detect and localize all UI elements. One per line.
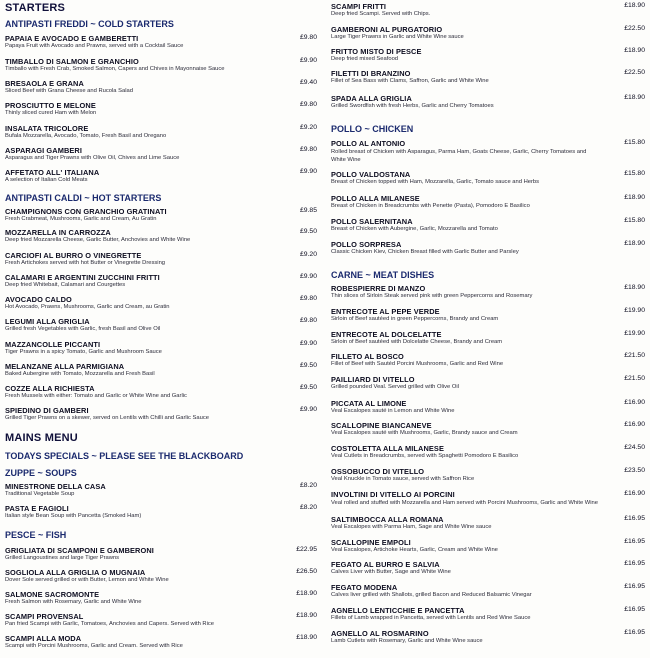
item-price: £19.90	[624, 330, 645, 337]
item-name: FILETTI DI BRANZINO	[331, 69, 411, 78]
item-price: £16.95	[624, 629, 645, 636]
item-price: £18.90	[624, 194, 645, 201]
item-description: Grilled pounded Veal. Served grilled with Olive Oil	[331, 384, 459, 390]
item-name: AGNELLO AL ROSMARINO	[331, 629, 429, 638]
item-name: SCAMPI PROVENSAL	[5, 612, 84, 621]
item-description: Veal rolled and stuffed with Mozzarella and Ham served with Porcini Mushrooms, Garlic and White Wine	[331, 500, 598, 506]
item-name: LEGUMI ALLA GRIGLIA	[5, 317, 90, 326]
item-description: Bufala Mozzarella, Avocado, Tomato, Fresh Basil and Oregano	[5, 133, 167, 139]
item-price: £22.95	[296, 546, 317, 553]
item-price: £9.50	[299, 362, 317, 369]
item-description: Fresh Artichokes served with hot Butter or Vinegrette Dressing	[5, 260, 166, 266]
item-name: GAMBERONI AL PURGATORIO	[331, 25, 443, 34]
item-price: £24.50	[624, 444, 645, 451]
item-price: £18.90	[624, 47, 645, 54]
item-description: Papaya Fruit with Avocado and Prawns, served with a Cocktail Sauce	[5, 43, 184, 49]
item-description: Grilled Tiger Prawns on a skewer, served on Lentils with Chilli and Garlic Sauce	[5, 415, 209, 421]
item-name: INSALATA TRICOLORE	[5, 124, 89, 133]
item-description: Veal Escalopes with Parma Ham, Sage and White Wine sauce	[331, 524, 492, 530]
item-description: Thin slices of Sirloin Steak served pink with green Peppercorns and Rosemary	[331, 293, 533, 299]
item-name: PASTA E FAGIOLI	[5, 504, 69, 513]
item-description: Italian style Bean Soup with Pancetta (Smoked Ham)	[5, 513, 142, 519]
section-title-meat: CARNE ~ MEAT DISHES	[331, 270, 435, 280]
item-name: SOGLIOLA ALLA GRIGLIA O MUGNAIA	[5, 568, 146, 577]
item-name: FILLETO AL BOSCO	[331, 352, 404, 361]
item-price: £18.90	[624, 2, 645, 9]
item-description: Sliced Beef with Grana Cheese and Rucola Salad	[5, 88, 133, 94]
item-price: £21.50	[624, 375, 645, 382]
item-price: £19.90	[624, 307, 645, 314]
item-description: Deep fried Scampi. Served with Chips.	[331, 11, 431, 17]
item-description: Veal Cutlets in Breadcrumbs, served with Spaghetti Pomodoro E Basilico	[331, 453, 519, 459]
item-price: £9.50	[299, 228, 317, 235]
item-name: AFFETATO ALL' ITALIANA	[5, 168, 100, 177]
item-price: £23.50	[624, 467, 645, 474]
item-description: Traditional Vegetable Soup	[5, 491, 75, 497]
item-price: £18.90	[296, 590, 317, 597]
item-name: ROBESPIERRE DI MANZO	[331, 284, 426, 293]
item-name: POLLO VALDOSTANA	[331, 170, 411, 179]
specials-notice: TODAYS SPECIALS ~ PLEASE SEE THE BLACKBOARD	[5, 451, 244, 461]
item-description: Lamb Cutlets with Rosemary, Garlic and White Wine sauce	[331, 638, 483, 644]
item-name: ENTRECOTE AL DOLCELATTE	[331, 330, 442, 339]
item-description: Pan fried Scampi with Garlic, Tomatoes, Anchovies and Capers. Served with Rice	[5, 621, 214, 627]
item-description: Veal Escalopes, Artichoke Hearts, Garlic, Cream and White Wine	[331, 547, 498, 553]
item-name: AVOCADO CALDO	[5, 295, 72, 304]
item-description: Veal Knuckle in Tomato sauce, served with Saffron Rice	[331, 476, 475, 482]
item-description: A selection of Italian Cold Meats	[5, 177, 88, 183]
item-name: PAILLIARD DI VITELLO	[331, 375, 415, 384]
item-name: MELANZANE ALLA PARMIGIANA	[5, 362, 125, 371]
item-name: SPADA ALLA GRIGLIA	[331, 94, 412, 103]
section-title-fish: PESCE ~ FISH	[5, 530, 67, 540]
item-price: £15.80	[624, 217, 645, 224]
item-price: £16.95	[624, 606, 645, 613]
item-price: £15.80	[624, 139, 645, 146]
item-price: £9.80	[299, 295, 317, 302]
item-price: £22.50	[624, 69, 645, 76]
item-description: Tiger Prawns in a spicy Tomato, Garlic and Mushroom Sauce	[5, 349, 162, 355]
item-description: Deep fried Whitebait, Calamari and Courgettes	[5, 282, 126, 288]
item-price: £9.90	[299, 57, 317, 64]
item-price: £9.90	[299, 273, 317, 280]
item-name: PAPAIA E AVOCADO E GAMBERETTI	[5, 34, 139, 43]
item-description: Baked Aubergine with Tomato, Mozzarella and Fresh Basil	[5, 371, 155, 377]
item-description: Breast of Chicken topped with Ham, Mozzarella, Garlic, Tomato sauce and Herbs	[331, 179, 540, 185]
item-name: AGNELLO LENTICCHIE E PANCETTA	[331, 606, 465, 615]
item-name: SCAMPI FRITTI	[331, 2, 387, 11]
item-price: £16.90	[624, 421, 645, 428]
item-description: Scampi with Porcini Mushrooms, Garlic and Cream. Served with Rice	[5, 643, 183, 649]
item-name: SCALLOPINE BIANCANEVE	[331, 421, 432, 430]
item-description: Hot Avocado, Prawns, Mushrooms, Garlic and Cream, au Gratin	[5, 304, 170, 310]
item-name: FEGATO AL BURRO E SALVIA	[331, 560, 440, 569]
item-price: £26.50	[296, 568, 317, 575]
item-name: BRESAOLA E GRANA	[5, 79, 84, 88]
item-description: Grilled Langoustines and large Tiger Prawns	[5, 555, 120, 561]
item-name: ASPARAGI GAMBERI	[5, 146, 83, 155]
item-description: Fresh Crabmeat, Mushrooms, Garlic and Cream, Au Gratin	[5, 216, 157, 222]
item-name: MINESTRONE DELLA CASA	[5, 482, 106, 491]
item-price: £9.90	[299, 340, 317, 347]
item-price: £9.40	[299, 79, 317, 86]
item-description: Veal Escalopes sauté in Lemon and White Wine	[331, 408, 455, 414]
item-name: INVOLTINI DI VITELLO AI PORCINI	[331, 490, 455, 499]
item-name: CARCIOFI AL BURRO O VINEGRETTE	[5, 251, 142, 260]
item-description: Classic Chicken Kiev, Chicken Breast filled with Garlic Butter and Parsley	[331, 249, 519, 255]
item-name: PICCATA AL LIMONE	[331, 399, 407, 408]
item-price: £9.20	[299, 124, 317, 131]
item-description: Deep fried Mozzarella Cheese, Garlic Butter, Anchovies and White Wine	[5, 237, 191, 243]
section-heading-mains: MAINS MENU	[5, 432, 78, 444]
item-name: PROSCIUTTO E MELONE	[5, 101, 96, 110]
item-description: Veal Escalopes sauté with Mushrooms, Garlic, Brandy sauce and Cream	[331, 430, 518, 436]
item-price: £9.80	[299, 317, 317, 324]
item-price: £9.85	[299, 207, 317, 214]
item-name: POLLO AL ANTONIO	[331, 139, 406, 148]
item-description: Grilled Swordfish with fresh Herbs, Garlic and Cherry Tomatoes	[331, 103, 494, 109]
section-title-chicken: POLLO ~ CHICKEN	[331, 124, 414, 134]
item-name: GRIGLIATA DI SCAMPONI E GAMBERONI	[5, 546, 154, 555]
section-title-cold-starters: ANTIPASTI FREDDI ~ COLD STARTERS	[5, 19, 174, 29]
item-price: £18.90	[624, 284, 645, 291]
item-description: Breast of Chicken in Breadcrumbs with Penette (Pasta), Pomodoro E Basilico	[331, 203, 530, 209]
item-price: £8.20	[299, 504, 317, 511]
item-name: SALMONE SACROMONTE	[5, 590, 100, 599]
item-name: POLLO SALERNITANA	[331, 217, 413, 226]
item-description: Breast of Chicken with Aubergine, Garlic, Mozzarella and Tomato	[331, 226, 498, 232]
item-description: Asparagus and Tiger Prawns with Olive Oil, Chives and Lime Sauce	[5, 155, 180, 161]
section-heading-starters: STARTERS	[5, 2, 66, 14]
item-name: SALTIMBOCCA ALLA ROMANA	[331, 515, 444, 524]
item-price: £16.95	[624, 560, 645, 567]
item-description: Fresh Salmon with Rosemary, Garlic and White Wine	[5, 599, 142, 605]
item-name: ENTRECOTE AL PEPE VERDE	[331, 307, 440, 316]
item-name: CHAMPIGNONS CON GRANCHIO GRATINATI	[5, 207, 167, 216]
item-description: Large Tiger Prawns in Garlic and White Wine sauce	[331, 34, 464, 40]
item-description: Calves liver grilled with Shallots, grilled Bacon and Reduced Balsamic Vinegar	[331, 592, 532, 598]
item-price: £22.50	[624, 25, 645, 32]
item-name: FEGATO MODENA	[331, 583, 398, 592]
item-description: Sirloin of Beef sautéed in green Peppercorns, Brandy and Cream	[331, 316, 499, 322]
item-price: £9.50	[299, 384, 317, 391]
item-name: COZZE ALLA RICHIESTA	[5, 384, 95, 393]
item-description: Fillets of Lamb wrapped in Pancetta, served with Lentils and Red Wine Sauce	[331, 615, 531, 621]
section-title-hot-starters: ANTIPASTI CALDI ~ HOT STARTERS	[5, 193, 162, 203]
item-price: £18.90	[296, 612, 317, 619]
item-name: POLLO SORPRESA	[331, 240, 402, 249]
item-price: £15.80	[624, 170, 645, 177]
item-price: £18.90	[624, 240, 645, 247]
item-name: COSTOLETTA ALLA MILANESE	[331, 444, 444, 453]
item-price: £9.80	[299, 146, 317, 153]
item-name: SCAMPI ALLA MODA	[5, 634, 82, 643]
item-description: Timballo with Fresh Crab, Smoked Salmon, Capers and Chives in Mayonnaise Sauce	[5, 66, 225, 72]
item-description: Grilled fresh Vegetables with Garlic, fresh Basil and Olive Oil	[5, 326, 161, 332]
item-price: £16.90	[624, 490, 645, 497]
item-price: £9.20	[299, 251, 317, 258]
item-price: £18.90	[624, 94, 645, 101]
item-description: Deep fried mixed Seafood	[331, 56, 399, 62]
item-name: MOZZARELLA IN CARROZZA	[5, 228, 111, 237]
item-description: Dover Sole served grilled or with Butter, Lemon and White Wine	[5, 577, 169, 583]
item-name: POLLO ALLA MILANESE	[331, 194, 420, 203]
item-description: Calves Liver with Butter, Sage and White Wine	[331, 569, 451, 575]
item-description: Fillet of Beef with Sautéd Porcini Mushrooms, Garlic and Red Wine	[331, 361, 504, 367]
item-name: MAZZANCOLLE PICCANTI	[5, 340, 101, 349]
item-price: £21.50	[624, 352, 645, 359]
item-name: TIMBALLO DI SALMON E GRANCHIO	[5, 57, 139, 66]
item-price: £16.95	[624, 583, 645, 590]
item-description: Fillet of Sea Bass with Clams, Saffron, Garlic and White Wine	[331, 78, 489, 84]
item-price: £8.20	[299, 482, 317, 489]
item-name: SCALLOPINE EMPOLI	[331, 538, 411, 547]
item-price: £9.90	[299, 406, 317, 413]
item-name: SPIEDINO DI GAMBERI	[5, 406, 89, 415]
item-price: £9.90	[299, 168, 317, 175]
item-price: £9.80	[299, 34, 317, 41]
item-price: £18.90	[296, 634, 317, 641]
item-price: £16.95	[624, 515, 645, 522]
item-price: £9.80	[299, 101, 317, 108]
item-name: CALAMARI E ARGENTINI ZUCCHINI FRITTI	[5, 273, 160, 282]
item-price: £16.95	[624, 538, 645, 545]
item-description: Sirloin of Beef sautéed with Dolcelatte Cheese, Brandy and Cream	[331, 339, 503, 345]
item-description: Thinly sliced cured Ham with Melon	[5, 110, 97, 116]
item-name: FRITTO MISTO DI PESCE	[331, 47, 422, 56]
item-description: Rolled breast of Chicken with Asparagus, Parma Ham, Goats Cheese, Garlic, Cherry Tomatoes and White Wine	[331, 149, 587, 163]
section-title-soups: ZUPPE ~ SOUPS	[5, 468, 77, 478]
item-price: £16.90	[624, 399, 645, 406]
item-description: Fresh Mussels with either: Tomato and Garlic or White Wine and Garlic	[5, 393, 187, 399]
item-name: OSSOBUCCO DI VITELLO	[331, 467, 425, 476]
